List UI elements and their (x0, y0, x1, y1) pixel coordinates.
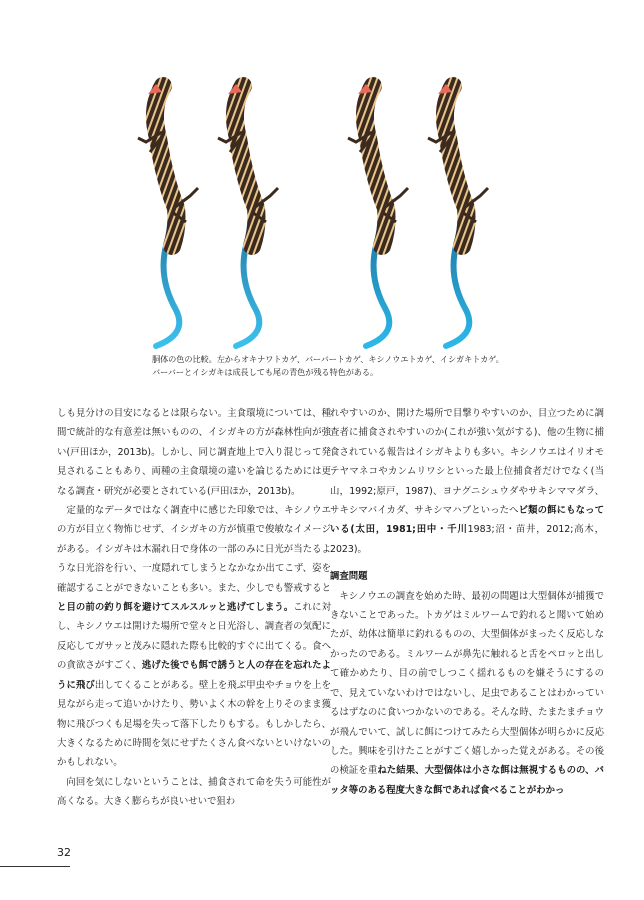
bold-text: と目の前の釣り餌を避けてスルスルッと逃げてしまう。 (57, 602, 294, 614)
paragraph (330, 404, 604, 559)
section-heading: 調査問題 (330, 571, 368, 583)
bold-text: 逃げた後でも餌で誘うと人の存在を忘れたように飛び (57, 660, 331, 691)
caption-line-2: バーバーとイシガキは成長しても尾の青色が残る特色がある。 (152, 367, 379, 377)
lizard-3 (348, 84, 408, 346)
text: キシノウエの調査を始めた時、最初の問題は大型個体が捕獲できないことであった。トカゲはミルワームで釣れると聞いて始めたが、幼体は簡単に釣れるものの、大型個体がまったく反応しなかったのである。ミルワームが鼻先に触れると舌をペロッと出して確かめたり、目の前でしつこく揺れるものを嫌そうにするので、見えていないわけではないし、足虫であることはわかっているはずなのに食いつかないのである。そんな時、たまたまチョウが飛んでいて、試しに餌につけてみたら大型個体が明らかに反応した。興味を引けたことがすごく嬉しかった覚えがある。その後の検証を重 (330, 590, 604, 777)
bold-text: ねた結果、大型個体は小さな餌は無視するものの、バッタ等のある程度大きな餌であれば食べることがわかっ (330, 765, 604, 796)
text: 出してくることがある。壁上を飛ぶ甲虫やチョウを上を見ながら走って追いかけたり、勢いよく木の幹を上りそのまま獲物に飛びつくも足場を失って落下したりもする。もしかしたら、大きくなるために時間を気にせずたくさん食べないといけないのかもしれない。 (57, 679, 331, 769)
left-column (57, 404, 331, 812)
text: れやすいのか、開けた場所で目撃りやすいのか、目立つために調査者に捕食されやすいのか(これが強い気がする)、他の生物に捕食されている報告はイシガキよりも多い。キシノウエはイリオモテヤマネコやカンムリワシといった最上位捕食者だけでなく(当山，1992;原戸，1987)、ヨナグニシュウダやサキシママダラ、サキシマバイカダ、サキシマハブといったへ (330, 408, 604, 517)
paragraph: しも見分けの目安になるとは限らない。主食環境については、種間で統計的な有意差は無いものの、イシガキの方が森林性向が強い(戸田ほか，2013b)。しかし、同じ調査地上で入り混じって発見されることもあり、両種の主食環境の違いを論じるためには更なる調査・研究が必要とされている(戸田ほか，2013b)。 (57, 408, 331, 497)
paragraph: 向回を気にしないということは、捕食されて命を失う可能性が高くなる。大きく膨らちが良いせいで狙わ (57, 776, 331, 808)
text: これに対し、キシノウエは開けた場所で堂々と日光浴し、調査者の気配に反応してガサッと茂みに隠れた際も比較的すぐに出てくる。食への貪欲さがすごく、 (57, 602, 331, 672)
lizard-1 (138, 84, 198, 346)
paragraph (57, 501, 331, 773)
lizard-illustration (110, 60, 530, 350)
caption-line-1: 胴体の色の比較。左からオキナワトカゲ、バーバートカゲ、キシノウエトカゲ、イシガキトカゲ。 (152, 354, 504, 364)
page-number: 32 (57, 846, 71, 859)
figure-caption (152, 353, 512, 379)
bold-text: ビ類の餌にもなっている(太田，1981;田中・千川 (330, 505, 604, 536)
paragraph (330, 587, 604, 800)
text: 定量的なデータではなく調査中に感じた印象では、キシノウエの方が目立く物怖じせず、イシガキの方が慎重で俊敏なイメージがある。イシガキは木漏れ日で身体の一部のみに日光が当たるような日光浴を行い、一度隠れてしまうとなかなか出てこず、姿を確認することができないことも多い。また、少しでも警戒すると (57, 505, 331, 594)
lizard-figure (110, 60, 530, 350)
footer-rule (0, 866, 70, 867)
right-column (330, 404, 604, 800)
text: 1983;沼・苗井，2012;高木，2023)。 (330, 524, 604, 555)
lizard-2 (218, 84, 278, 346)
lizard-4 (428, 84, 488, 346)
